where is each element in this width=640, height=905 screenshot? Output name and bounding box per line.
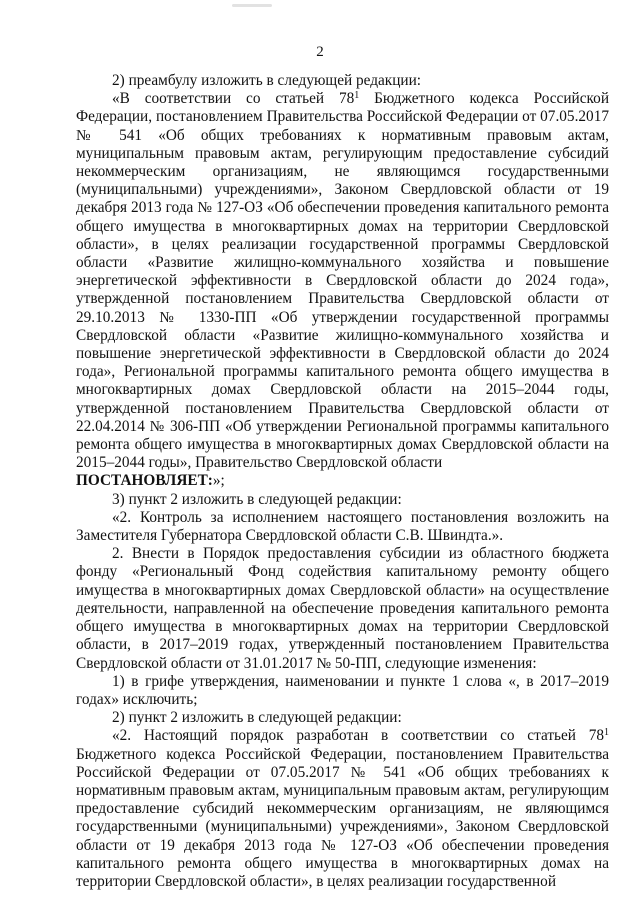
paragraph-control: «2. Контроль за исполнением настоящего постановления возложить на Заместителя Губернатора Свердловской области С.В. Швиндта.». [76,508,609,545]
text-segment: «В соответствии со статьей 78 [112,90,355,108]
page-number: 2 [316,44,324,60]
paragraph-item-2: 2) пункт 2 изложить в следующей редакции: [112,709,402,727]
paragraph-preamble-text [76,90,609,472]
scan-artifact [232,4,272,7]
document-body [76,72,609,891]
text-segment: »; [212,472,225,490]
superscript: 1 [604,727,609,739]
paragraph-resolves [76,472,609,490]
text-segment: Бюджетного кодекса Российской Федерации, постановлением Правительства Российской Федерации от 07.05.2017 № 541 «Об общих требованиях к нормативным правовым актам, муниципальным правовым актам, регулирующим предоставление субсидий некоммерческим организациям, не являющимся государственными (муниципальными) учреждениями», Законом Свердловской области от 19 декабря 2013 года № 127-ОЗ «Об обеспечении проведения капитального ремонта общего имущества в многоквартирных домах на территории Свердловской области», в целях реализации государственной [76,745,609,890]
text-segment: Бюджетного кодекса Российской Федерации, постановлением Правительства Российской Федерации от 07.05.2017 № 541 «Об общих требованиях к нормативным правовым актам, муниципальным правовым актам, регулирующим предоставление субсидий некоммерческим организациям, не являющимся государственными (муниципальными) учреждениями», Законом Свердловской области от 19 декабря 2013 года № 127-ОЗ «Об обеспечении проведения капитального ремонта общего имущества в многоквартирных домах на территории Свердловской области», в целях реализации государственной программы Свердловской области «Развитие жилищно-коммунального хозяйства и повышение энергетической эффективности в Свердловской области до 2024 года», утвержденной постановлением Правительства Свердловской области от 29.10.2013 № 1330-ПП «Об утверждении государственной программы Свердловской области «Развитие жилищно-коммунального хозяйства и повышение энергетической эффективности в Свердловской области до 2024 года», Региональной программы капитального ремонта общего имущества в многоквартирных домах Свердловской области на 2015–2044 годы, утвержденной постановлением Правительства Свердловской области от 22.04.2014 № 306-ПП «Об утверждении Региональной программы капитального ремонта общего имущества в многоквартирных домах Свердловской области на 2015–2044 годы», Правительство Свердловской области [76,90,609,472]
text-segment: «2. Настоящий порядок разработан в соответствии со статьей 78 [112,727,604,745]
paragraph-order-text [76,727,609,891]
paragraph-item-3: 3) пункт 2 изложить в следующей редакции: [112,490,402,508]
paragraph-item-1: 1) в грифе утверждения, наименовании и пункте 1 слова «, в 2017–2019 годах» исключить; [76,672,609,708]
superscript: 1 [354,90,360,102]
paragraph-preamble-heading: 2) преамбулу изложить в следующей редакции: [112,72,422,89]
paragraph-section-2: 2. Внести в Порядок предоставления субсидии из областного бюджета фонду «Региональный Фонд содействия капитальному ремонту общего имущества в многоквартирных домах Свердловской области» на осуществление деятельности, направленной на обеспечение проведения капитального ремонта общего имущества в многоквартирных домах на территории Свердловской области, в 2017–2019 годах, утвержденный постановлением Правительства Свердловской области от 31.01.2017 № 50-ПП, следующие изменения: [76,545,609,672]
resolves-word: ПОСТАНОВЛЯЕТ: [76,472,213,490]
